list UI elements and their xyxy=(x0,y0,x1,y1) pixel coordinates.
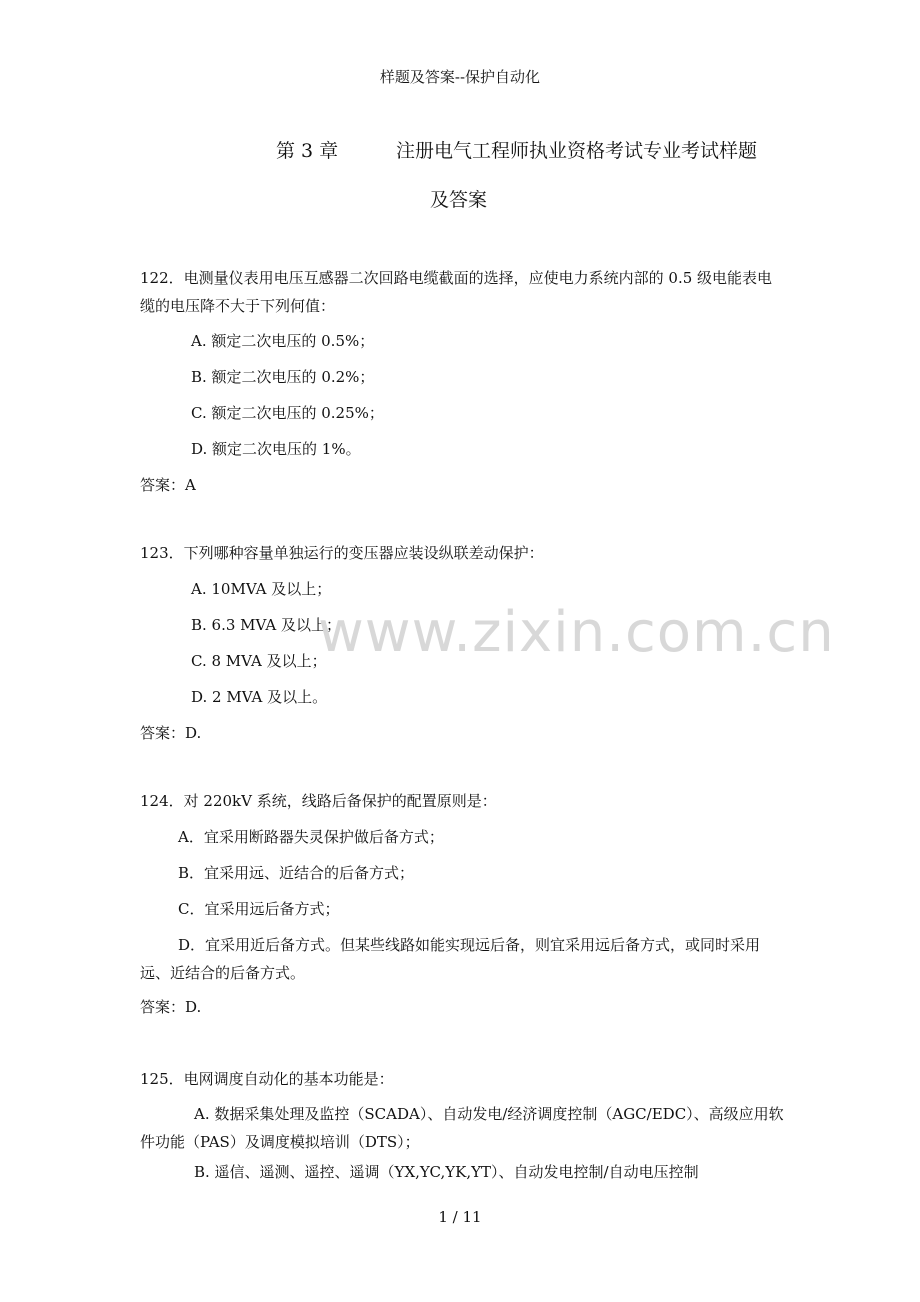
option-124-d: D．宜采用近后备方式。但某些线路如能实现远后备，则宜采用远后备方式，或同时采用远、近结合的后备方式。 xyxy=(140,936,761,982)
option-122-a: A. 额定二次电压的 0.5%； xyxy=(191,332,375,350)
chapter-number: 第 3 章 xyxy=(276,140,339,162)
option-124-c: C．宜采用远后备方式； xyxy=(178,900,340,918)
chapter-title: 注册电气工程师执业资格考试专业考试样题 xyxy=(396,140,758,162)
option-122-d: D. 额定二次电压的 1%。 xyxy=(191,440,361,458)
option-123-c: C. 8 MVA 及以上； xyxy=(191,652,327,670)
option-123-d: D. 2 MVA 及以上。 xyxy=(191,688,328,706)
page-header: 样题及答案--保护自动化 xyxy=(379,68,541,86)
answer-124: 答案：D. xyxy=(140,998,202,1016)
answer-123: 答案：D. xyxy=(140,724,202,742)
question-125: 125．电网调度自动化的基本功能是： xyxy=(140,1070,394,1088)
option-125-b: B. 遥信、遥测、遥控、遥调（YX,YC,YK,YT）、自动发电控制/自动电压控制 xyxy=(194,1163,699,1181)
chapter-title-continued: 及答案 xyxy=(430,189,488,211)
option-123-b: B. 6.3 MVA 及以上； xyxy=(191,616,341,634)
option-122-b: B. 额定二次电压的 0.2%； xyxy=(191,368,375,386)
option-122-c: C. 额定二次电压的 0.25%； xyxy=(191,404,384,422)
page-number: 1 / 11 xyxy=(438,1208,482,1226)
question-124: 124．对 220kV 系统，线路后备保护的配置原则是： xyxy=(140,792,497,810)
question-123: 123．下列哪种容量单独运行的变压器应装设纵联差动保护： xyxy=(140,544,544,562)
option-125-a: A. 数据采集处理及监控（SCADA）、自动发电/经济调度控制（AGC/EDC）、高级应用软件功能（PAS）及调度模拟培训（DTS）； xyxy=(140,1105,784,1151)
watermark: www.zixin.com.cn xyxy=(318,600,835,665)
option-124-a: A．宜采用断路器失灵保护做后备方式； xyxy=(178,828,444,846)
answer-122: 答案：A xyxy=(140,476,196,494)
option-124-b: B．宜采用远、近结合的后备方式； xyxy=(178,864,415,882)
question-122: 122．电测量仪表用电压互感器二次回路电缆截面的选择，应使电力系统内部的 0.5 级电能表电缆的电压降不大于下列何值： xyxy=(140,269,773,315)
option-123-a: A. 10MVA 及以上； xyxy=(191,580,332,598)
